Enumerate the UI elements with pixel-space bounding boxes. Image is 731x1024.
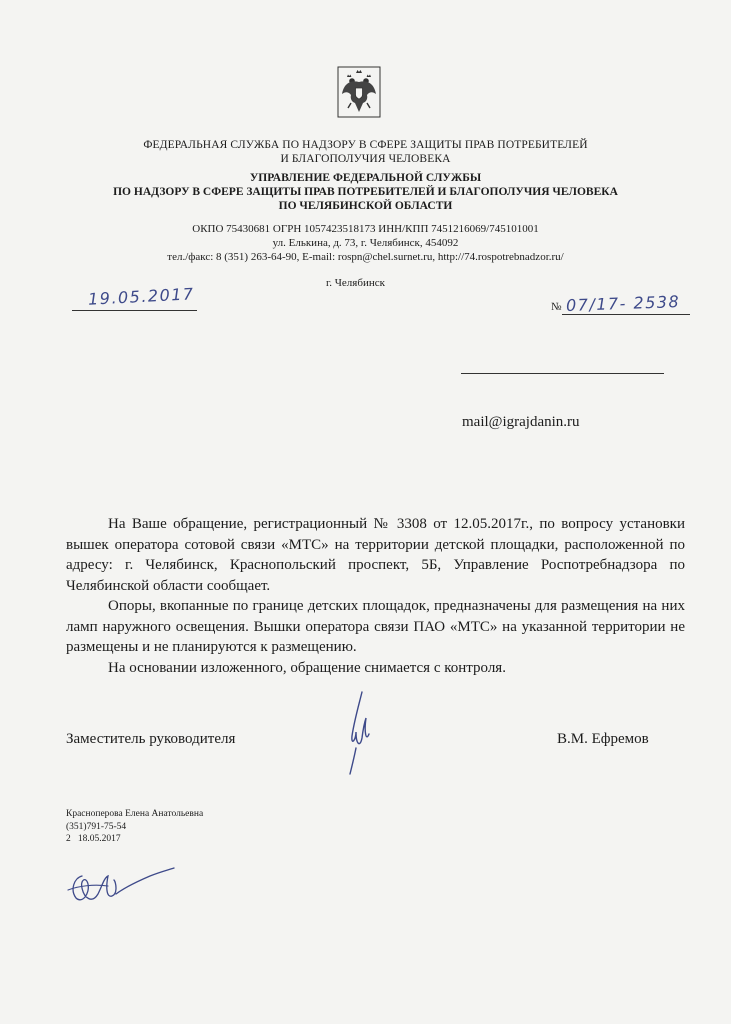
executor-info xyxy=(66,808,203,846)
date-underline xyxy=(72,310,197,311)
requisites xyxy=(60,222,671,264)
postal-address: ул. Елькина, д. 73, г. Челябинск, 454092 xyxy=(272,237,459,249)
department-name xyxy=(60,171,671,213)
handwritten-signature xyxy=(336,688,386,776)
department-line-1: УПРАВЛЕНИЕ ФЕДЕРАЛЬНОЙ СЛУЖБЫ xyxy=(249,172,482,184)
letter-date: 19.05.2017 xyxy=(87,284,196,309)
agency-line-1: ФЕДЕРАЛЬНАЯ СЛУЖБА ПО НАДЗОРУ В СФЕРЕ ЗАЩИТЫ ПРАВ ПОТРЕБИТЕЛЕЙ xyxy=(143,139,588,151)
registration-number: 07/17- 2538 xyxy=(565,292,681,315)
signer-name: В.М. Ефремов xyxy=(557,731,649,747)
executor-meta: 2 18.05.2017 xyxy=(66,834,121,844)
registry-codes: ОКПО 75430681 ОГРН 1057423518173 ИНН/КПП 7451216069/745101001 xyxy=(192,223,539,235)
executor-phone: (351)791-75-54 xyxy=(66,821,127,832)
department-line-3: ПО ЧЕЛЯБИНСКОЙ ОБЛАСТИ xyxy=(278,200,453,212)
recipient-email: mail@igrajdanin.ru xyxy=(462,414,580,430)
department-line-2: ПО НАДЗОРУ В СФЕРЕ ЗАЩИТЫ ПРАВ ПОТРЕБИТЕЛЕЙ И БЛАГОПОЛУЧИЯ ЧЕЛОВЕКА xyxy=(113,186,618,198)
signer-title: Заместитель руководителя xyxy=(66,731,236,747)
contact-info: тел./факс: 8 (351) 263-64-90, E-mail: rospn@chel.surnet.ru, http://74.rospotrebnadzor.ru/ xyxy=(167,251,564,263)
body-paragraph: Опоры, вкопанные по границе детских площадок, предназначены для размещения на них ламп наружного освещения. Вышки оператора связи ПАО «МТС» на указанной территории не размещены и не планируются к размещению. xyxy=(66,598,685,655)
letter-body xyxy=(66,514,685,678)
handwritten-visa xyxy=(64,864,176,914)
coat-of-arms-icon xyxy=(337,66,381,118)
city: г. Челябинск xyxy=(326,277,385,289)
executor-name: Красноперова Елена Анатольевна xyxy=(66,809,204,819)
agency-name xyxy=(60,138,671,166)
body-paragraph: На Ваше обращение, регистрационный № 3308 от 12.05.2017г., по вопросу установки вышек оператора сотовой связи «МТС» на территории детской площадки, расположенной по адресу: г. Челябинск, Краснопольский проспект, 5Б, Управление Роспотребнадзора по Челябинской области сообщает. xyxy=(66,516,685,594)
number-underline xyxy=(562,314,690,315)
number-sign: № xyxy=(551,301,562,313)
addressee-line xyxy=(461,373,664,374)
body-paragraph: На основании изложенного, обращение снимается с контроля. xyxy=(108,659,506,676)
agency-line-2: И БЛАГОПОЛУЧИЯ ЧЕЛОВЕКА xyxy=(280,153,451,165)
